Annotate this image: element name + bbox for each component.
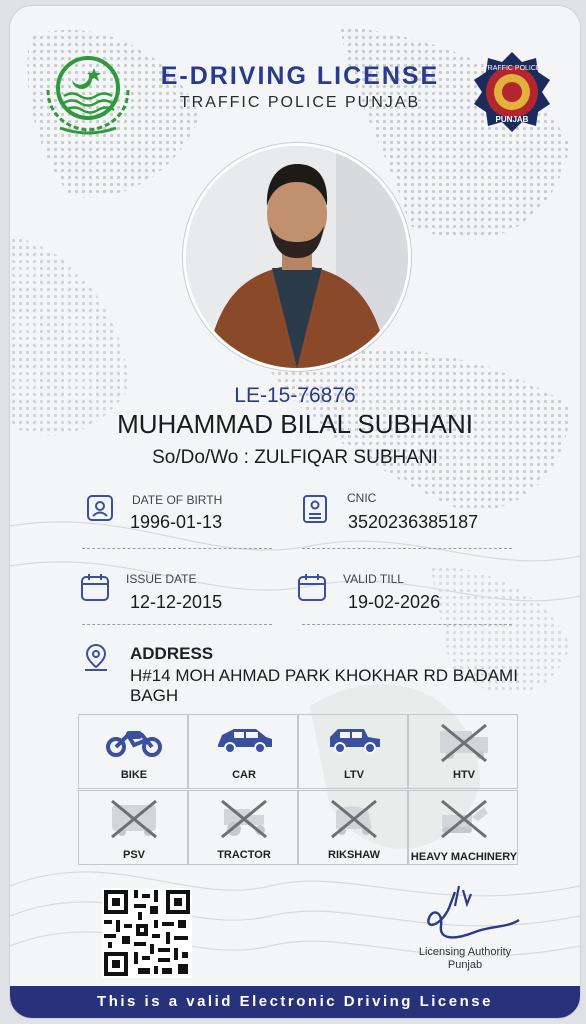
category-heavy-machinery — [408, 790, 518, 865]
category-label: HEAVY MACHINERY — [410, 851, 518, 863]
category-label: RIKSHAW — [328, 849, 380, 861]
category-label: HTV — [453, 769, 475, 781]
signature-line-1: Licensing Authority — [418, 946, 512, 958]
divider — [302, 548, 512, 549]
license-card — [10, 6, 580, 1018]
badge-top-text: TRAFFIC POLICE — [483, 65, 541, 72]
document-subtitle: TRAFFIC POLICE PUNJAB — [179, 94, 421, 111]
category-car — [188, 714, 298, 789]
traffic-police-badge — [470, 50, 554, 134]
car-icon — [214, 723, 274, 757]
license-number: LE-15-76876 — [234, 384, 356, 407]
category-htv — [408, 714, 518, 789]
document-title: E-DRIVING LICENSE — [160, 62, 440, 90]
calendar-icon — [297, 572, 327, 602]
category-label: BIKE — [120, 769, 148, 781]
divider — [302, 624, 512, 625]
dob-value: 1996-01-13 — [130, 512, 223, 532]
location-pin-icon — [82, 642, 110, 672]
jeep-icon — [324, 723, 384, 757]
licensing-authority-label — [395, 946, 535, 972]
category-ltv — [298, 714, 408, 789]
vehicle-category-grid — [78, 714, 520, 866]
qr-code — [102, 888, 192, 978]
issue-date-label: ISSUE DATE — [126, 572, 197, 586]
category-rikshaw — [298, 790, 408, 865]
cnic-icon — [302, 494, 328, 524]
address-value: H#14 MOH AHMAD PARK KHOKHAR RD BADAMI BAGH — [130, 666, 518, 705]
punjab-logo — [38, 50, 138, 136]
dob-label: DATE OF BIRTH — [132, 493, 223, 507]
category-label: TRACTOR — [217, 849, 271, 861]
category-label: CAR — [232, 769, 256, 781]
validity-footer: This is a valid Electronic Driving License — [10, 986, 580, 1018]
excavator-crossed-icon — [434, 799, 494, 839]
rikshaw-crossed-icon — [324, 799, 384, 839]
motorbike-icon — [104, 723, 164, 757]
truck-crossed-icon — [434, 723, 494, 763]
category-label: PSV — [122, 849, 145, 861]
issue-date-value: 12-12-2015 — [130, 592, 223, 612]
tractor-crossed-icon — [214, 799, 274, 839]
divider — [82, 624, 272, 625]
address-label: ADDRESS — [130, 644, 214, 663]
valid-till-label: VALID TILL — [343, 572, 404, 586]
category-tractor — [188, 790, 298, 865]
holder-photo — [186, 146, 408, 368]
bus-crossed-icon — [104, 799, 164, 839]
valid-till-value: 19-02-2026 — [348, 592, 441, 612]
holder-relation: So/Do/Wo : ZULFIQAR SUBHANI — [152, 447, 438, 468]
holder-name: MUHAMMAD BILAL SUBHANI — [117, 409, 473, 439]
id-card-icon — [86, 494, 114, 522]
signature — [415, 882, 525, 946]
divider — [82, 548, 272, 549]
signature-line-2: Punjab — [447, 959, 483, 971]
cnic-value: 3520236385187 — [348, 512, 479, 532]
category-bike — [78, 714, 188, 789]
category-psv — [78, 790, 188, 865]
badge-bottom-text: PUNJAB — [495, 115, 529, 124]
cnic-label: CNIC — [347, 491, 377, 505]
category-label: LTV — [344, 769, 364, 781]
calendar-icon — [80, 572, 110, 602]
